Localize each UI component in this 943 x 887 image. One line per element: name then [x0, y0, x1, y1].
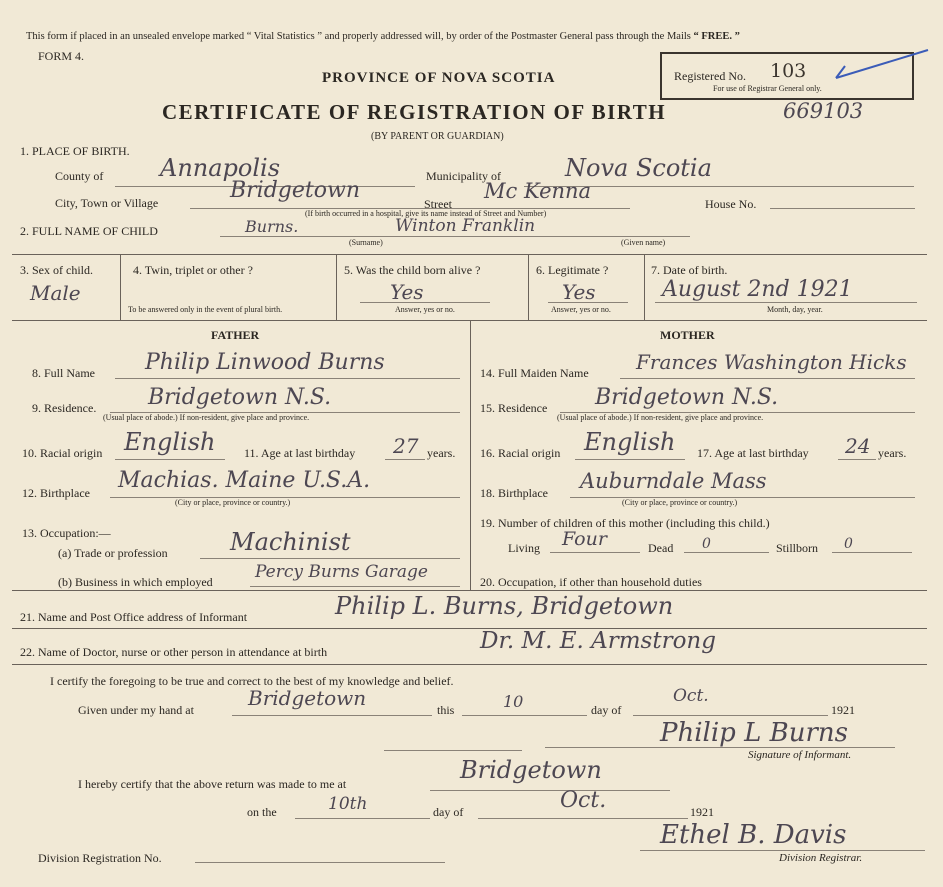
- legitimate-value: Yes: [562, 280, 596, 304]
- certificate-subtitle: (BY PARENT OR GUARDIAN): [371, 131, 504, 142]
- date-caption: Month, day, year.: [767, 305, 823, 314]
- occupation-label: 13. Occupation:—: [22, 526, 111, 540]
- father-name: Philip Linwood Burns: [145, 350, 385, 375]
- municipality-value: Nova Scotia: [565, 154, 712, 182]
- registrar-signature: Ethel B. Davis: [660, 820, 847, 850]
- place-of-birth-heading: 1. PLACE OF BIRTH.: [20, 144, 130, 158]
- postal-notice: This form if placed in an unsealed envelope marked “ Vital Statistics ” and properly addressed will, by order of the Postmaster General pass through the Mails “ FREE. ”: [26, 31, 740, 42]
- date-of-birth-value: August 2nd 1921: [662, 277, 853, 302]
- doctor-value: Dr. M. E. Armstrong: [480, 628, 716, 654]
- given-name-caption: (Given name): [621, 238, 666, 247]
- father-name-label: 8. Full Name: [32, 366, 95, 380]
- mother-birthplace: Auburndale Mass: [580, 469, 767, 493]
- mother-heading: MOTHER: [660, 328, 715, 342]
- mother-racial-label: 16. Racial origin: [480, 446, 561, 460]
- mother-occupation-label: 20. Occupation, if other than household duties: [480, 575, 702, 589]
- street-label: Street: [424, 197, 452, 211]
- registrar-month: Oct.: [560, 788, 607, 813]
- surname-caption: (Surname): [349, 238, 383, 247]
- mother-residence: Bridgetown N.S.: [595, 385, 779, 410]
- stillborn-value: 0: [844, 536, 853, 552]
- child-name-label: 2. FULL NAME OF CHILD: [20, 224, 158, 238]
- city-label: City, Town or Village: [55, 196, 159, 210]
- mother-name: Frances Washington Hicks: [636, 350, 907, 374]
- alive-value: Yes: [390, 280, 424, 304]
- county-label: County of: [55, 169, 104, 183]
- postal-notice-free: “ FREE. ”: [693, 31, 740, 42]
- doctor-label: 22. Name of Doctor, nurse or other person in attendance at birth: [20, 645, 328, 659]
- registrar-year: 1921: [690, 805, 714, 819]
- given-day-of-label: day of: [591, 703, 622, 717]
- mother-birthplace-label: 18. Birthplace: [480, 486, 548, 500]
- registrar-on-the-label: on the: [247, 805, 277, 819]
- informant-signature: Philip L Burns: [660, 718, 848, 748]
- registrar-place: Bridgetown: [460, 756, 602, 784]
- alive-answer-note: Answer, yes or no.: [395, 305, 455, 314]
- registrar-statement: I hereby certify that the above return was made to me at: [78, 777, 347, 791]
- registered-number: 103: [770, 60, 807, 82]
- house-no-label: House No.: [705, 197, 757, 211]
- hospital-note: (If birth occurred in a hospital, give its name instead of Street and Number): [305, 209, 547, 218]
- alive-label: 5. Was the child born alive ?: [344, 263, 481, 277]
- father-trade: Machinist: [230, 528, 351, 556]
- registrar-day-of-label: day of: [433, 805, 464, 819]
- father-heading: FATHER: [211, 328, 260, 342]
- county-value: Annapolis: [160, 154, 281, 182]
- father-business: Percy Burns Garage: [255, 562, 428, 582]
- informant-value: Philip L. Burns, Bridgetown: [335, 592, 674, 620]
- division-registration-label: Division Registration No.: [38, 851, 162, 865]
- mother-years-label: years.: [878, 446, 907, 460]
- signature-caption: Signature of Informant.: [748, 749, 852, 761]
- father-racial-label: 10. Racial origin: [22, 446, 103, 460]
- mother-name-label: 14. Full Maiden Name: [480, 366, 589, 380]
- form-number: FORM 4.: [38, 49, 85, 63]
- sex-value: Male: [30, 281, 81, 305]
- given-month: Oct.: [673, 686, 709, 706]
- twin-label: 4. Twin, triplet or other ?: [133, 263, 253, 277]
- father-birthplace-note: (City or place, province or country.): [175, 498, 291, 507]
- mother-age-label: 17. Age at last birthday: [697, 446, 809, 460]
- trade-label: (a) Trade or profession: [58, 546, 168, 560]
- blue-pen-stroke: [836, 50, 928, 78]
- given-place: Bridgetown: [248, 686, 367, 710]
- mother-residence-note: (Usual place of abode.) If non-resident, give place and province.: [557, 413, 764, 422]
- father-residence-label: 9. Residence.: [32, 401, 97, 415]
- child-surname: Burns.: [245, 217, 299, 236]
- father-racial-origin: English: [124, 428, 216, 456]
- stillborn-label: Stillborn: [776, 541, 819, 555]
- father-age-label: 11. Age at last birthday: [244, 446, 356, 460]
- father-residence: Bridgetown N.S.: [148, 385, 332, 410]
- legitimate-answer-note: Answer, yes or no.: [551, 305, 611, 314]
- municipality-label: Municipality of: [426, 169, 501, 183]
- father-years-label: years.: [427, 446, 456, 460]
- registrar-day: 10th: [328, 794, 368, 814]
- certify-statement: I certify the foregoing to be true and correct to the best of my knowledge and belief.: [50, 674, 454, 688]
- father-birthplace-label: 12. Birthplace: [22, 486, 90, 500]
- twin-note: To be answered only in the event of plural birth.: [128, 305, 283, 314]
- certificate-title: CERTIFICATE OF REGISTRATION OF BIRTH: [162, 100, 667, 124]
- registrar-caption: Division Registrar.: [779, 852, 863, 864]
- mother-racial-origin: English: [584, 428, 676, 456]
- living-value: Four: [562, 528, 607, 550]
- mother-residence-label: 15. Residence: [480, 401, 548, 415]
- children-count-label: 19. Number of children of this mother (including this child.): [480, 516, 770, 530]
- father-age: 27: [393, 434, 419, 458]
- legitimate-label: 6. Legitimate ?: [536, 263, 609, 277]
- child-given-name: Winton Franklin: [395, 216, 536, 236]
- father-birthplace: Machias. Maine U.S.A.: [118, 468, 371, 493]
- this-label: this: [437, 703, 455, 717]
- dead-value: 0: [702, 536, 711, 552]
- registrar-note: For use of Registrar General only.: [713, 84, 822, 93]
- certificate-number: 669103: [783, 99, 864, 123]
- sex-label: 3. Sex of child.: [20, 263, 93, 277]
- province-title: PROVINCE OF NOVA SCOTIA: [322, 70, 556, 86]
- given-day: 10: [503, 692, 524, 711]
- given-year: 1921: [831, 703, 855, 717]
- living-label: Living: [508, 541, 540, 555]
- city-value: Bridgetown: [230, 178, 360, 203]
- informant-label: 21. Name and Post Office address of Informant: [20, 610, 248, 624]
- business-label: (b) Business in which employed: [58, 575, 213, 589]
- street-value: Mc Kenna: [484, 179, 592, 203]
- mother-birthplace-note: (City or place, province or country.): [622, 498, 738, 507]
- given-under-label: Given under my hand at: [78, 703, 194, 717]
- father-residence-note: (Usual place of abode.) If non-resident, give place and province.: [103, 413, 310, 422]
- registered-label: Registered No.: [674, 69, 746, 83]
- date-of-birth-label: 7. Date of birth.: [651, 263, 728, 277]
- dead-label: Dead: [648, 541, 674, 555]
- mother-age: 24: [845, 434, 871, 458]
